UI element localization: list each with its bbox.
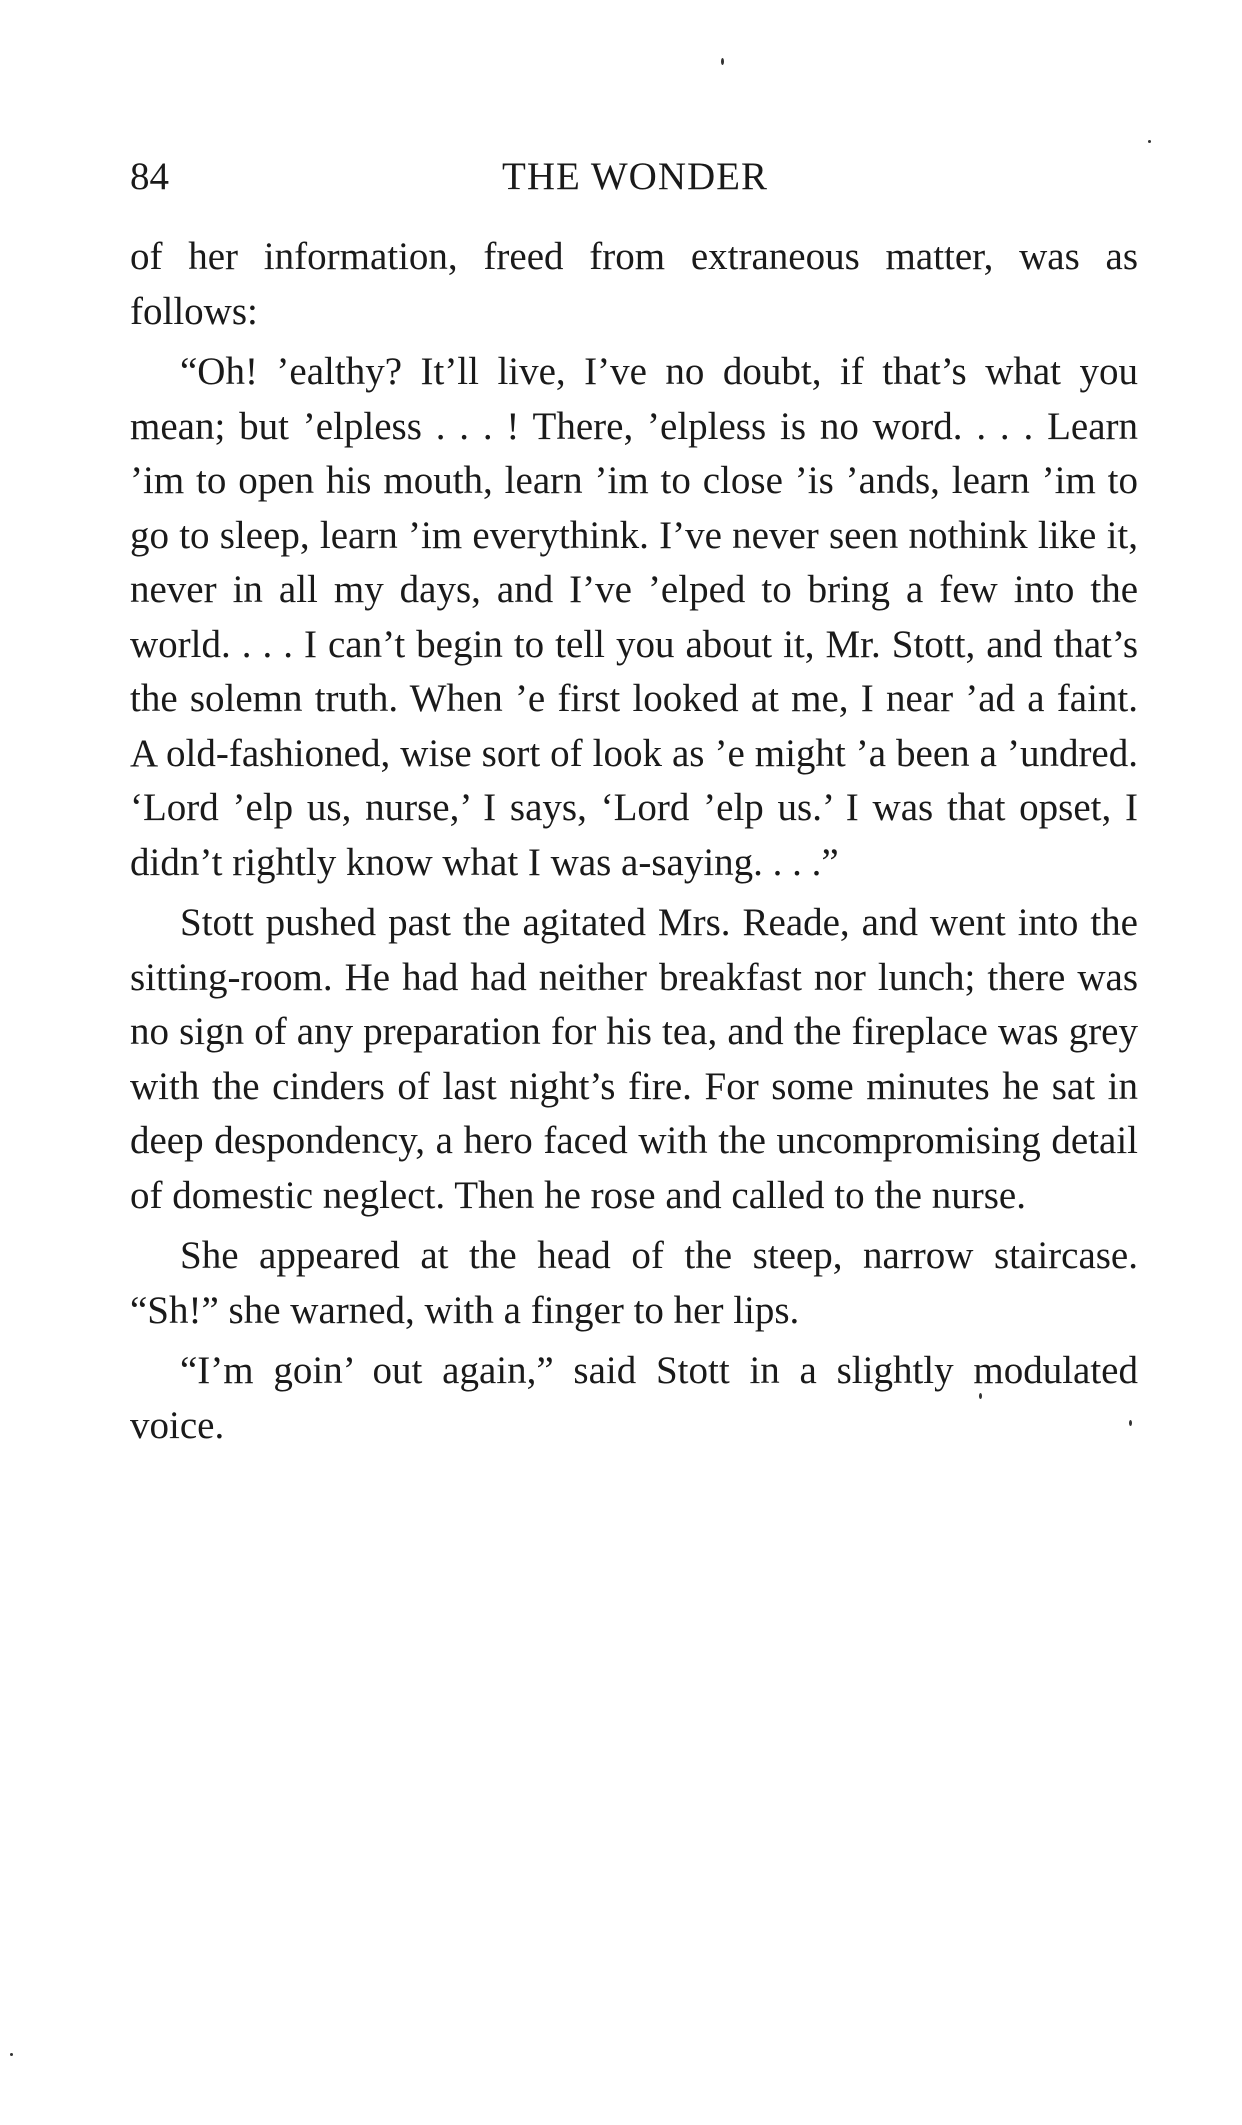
ink-speck (1148, 140, 1151, 143)
paragraph-nurse-staircase: She appeared at the head of the steep, narrow staircase. “Sh!” she warned, with a finger to her lips. (130, 1234, 1138, 1332)
paragraph-continuation: of her information, freed from extraneous matter, was as follows: (130, 235, 1138, 333)
ink-speck (10, 2053, 13, 2056)
page-header (130, 152, 1140, 202)
page-number: 84 (130, 155, 169, 198)
paragraph-stott-going-out: “I’m goin’ out again,” said Stott in a slightly modulated voice. (130, 1349, 1138, 1447)
running-title: THE WONDER (502, 155, 768, 198)
ink-speck (721, 58, 724, 65)
paragraph-stott-sitting-room: Stott pushed past the agitated Mrs. Reade, and went into the sitting-room. He had had neither breakfast nor lunch; there was no sign of any preparation for his tea, and the fireplace was grey with the cinders of last night’s fire. For some minutes he sat in deep despondency, a hero faced with the uncompromising detail of domestic neglect. Then he rose and called to the nurse. (130, 901, 1138, 1217)
paragraph-nurse-speech: “Oh! ’ealthy? It’ll live, I’ve no doubt, if that’s what you mean; but ’elpless . . . ! There, ’elpless is no word. . . . Learn ’im to open his mouth, learn ’im to close ’is ’ands, learn ’im to go to sleep, learn ’im everythink. I’ve never seen nothink like it, never in all my days, and I’ve ’elped to bring a few into the world. . . . I can’t begin to tell you about it, Mr. Stott, and that’s the solemn truth. When ’e first looked at me, I near ’ad a faint. A old-fashioned, wise sort of look as ’e might ’a been a ’undred. ‘Lord ’elp us, nurse,’ I says, ‘Lord ’elp us.’ I was that opset, I didn’t rightly know what I was a-saying. . . .” (130, 350, 1138, 884)
body-text (130, 230, 1138, 1453)
